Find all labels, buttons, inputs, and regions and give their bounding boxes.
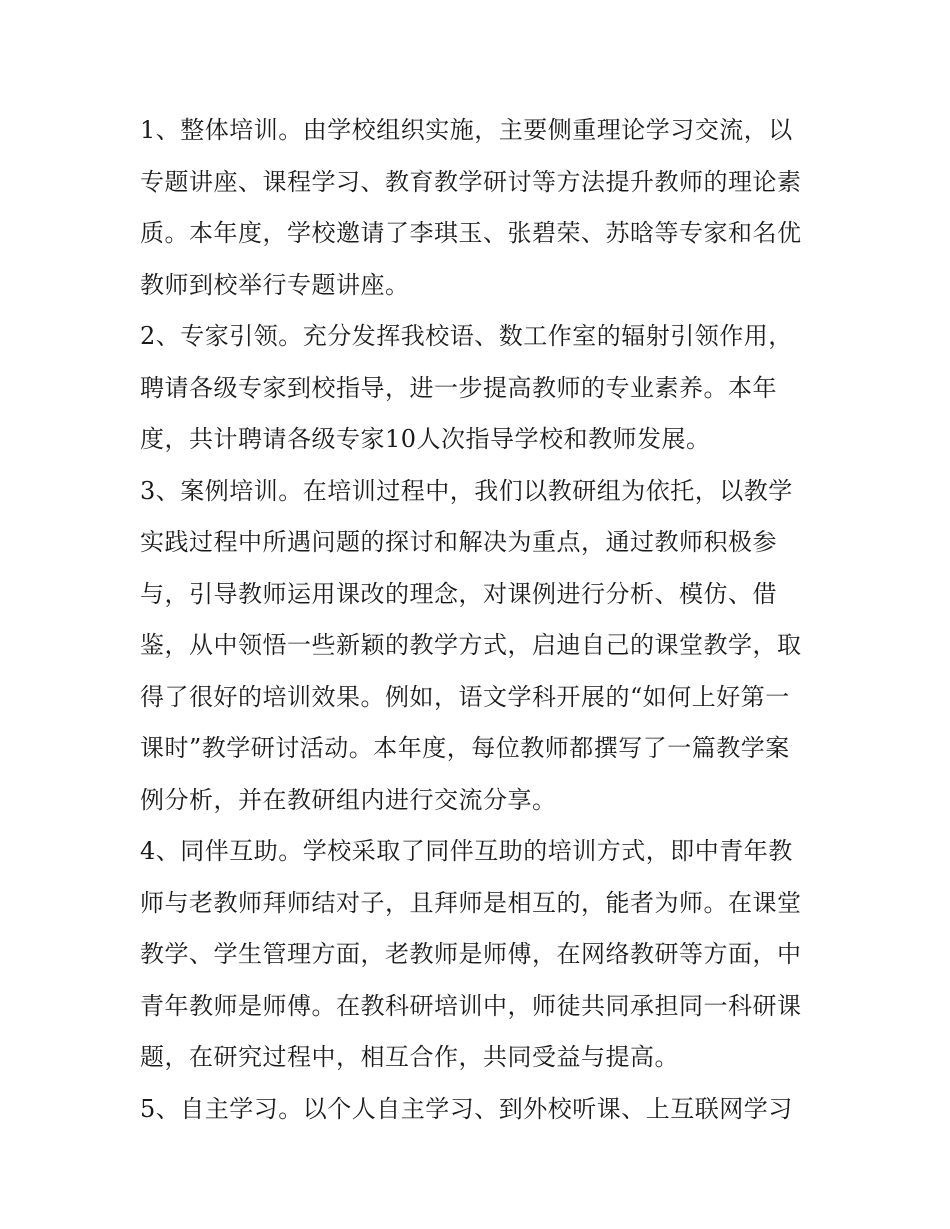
text-line: 3、案例培训。在培训过程中，我们以教研组为依托，以教学 [140, 476, 793, 505]
text-line: 度，共计聘请各级专家10人次指导学校和教师发展。 [140, 425, 711, 453]
text-line: 专题讲座、课程学习、教育教学研讨等方法提升教师的理论素 [140, 167, 802, 196]
text-line: 鉴，从中领悟一些新颖的教学方式，启迪自己的课堂教学，取 [140, 631, 802, 659]
text-line: 师与老教师拜师结对子，且拜师是相互的，能者为师。在课堂 [140, 888, 802, 917]
text-line: 教学、学生管理方面，老教师是师傅，在网络教研等方面，中 [140, 940, 802, 968]
text-line: 质。本年度，学校邀请了李琪玉、张碧荣、苏晗等专家和名优 [140, 219, 802, 247]
text-line: 聘请各级专家到校指导，进一步提高教师的专业素养。本年 [140, 373, 777, 402]
document-body [140, 105, 812, 1135]
text-line: 2、专家引领。充分发挥我校语、数工作室的辐射引领作用， [140, 322, 793, 350]
text-line: 教师到校举行专题讲座。 [140, 270, 410, 299]
text-line: 青年教师是师傅。在教科研培训中，师徒共同承担同一科研课 [140, 991, 802, 1020]
text-line: 题，在研究过程中，相互合作，共同受益与提高。 [140, 1043, 679, 1071]
text-line: 1、整体培训。由学校组织实施，主要侧重理论学习交流，以 [140, 116, 793, 144]
text-line: 4、同伴互助。学校采取了同伴互助的培训方式，即中青年教 [140, 837, 793, 865]
text-line: 得了很好的培训效果。例如，语文学科开展的“如何上好第一 [140, 682, 790, 711]
text-line: 实践过程中所遇问题的探讨和解决为重点，通过教师积极参 [140, 528, 777, 556]
text-line: 例分析，并在教研组内进行交流分享。 [140, 785, 557, 814]
text-line: 与，引导教师运用课改的理念，对课例进行分析、模仿、借 [140, 579, 777, 608]
text-line: 5、自主学习。以个人自主学习、到外校听课、上互联网学习 [140, 1094, 793, 1123]
text-line: 课时”教学研讨活动。本年度，每位教师都撰写了一篇教学案 [140, 734, 790, 762]
